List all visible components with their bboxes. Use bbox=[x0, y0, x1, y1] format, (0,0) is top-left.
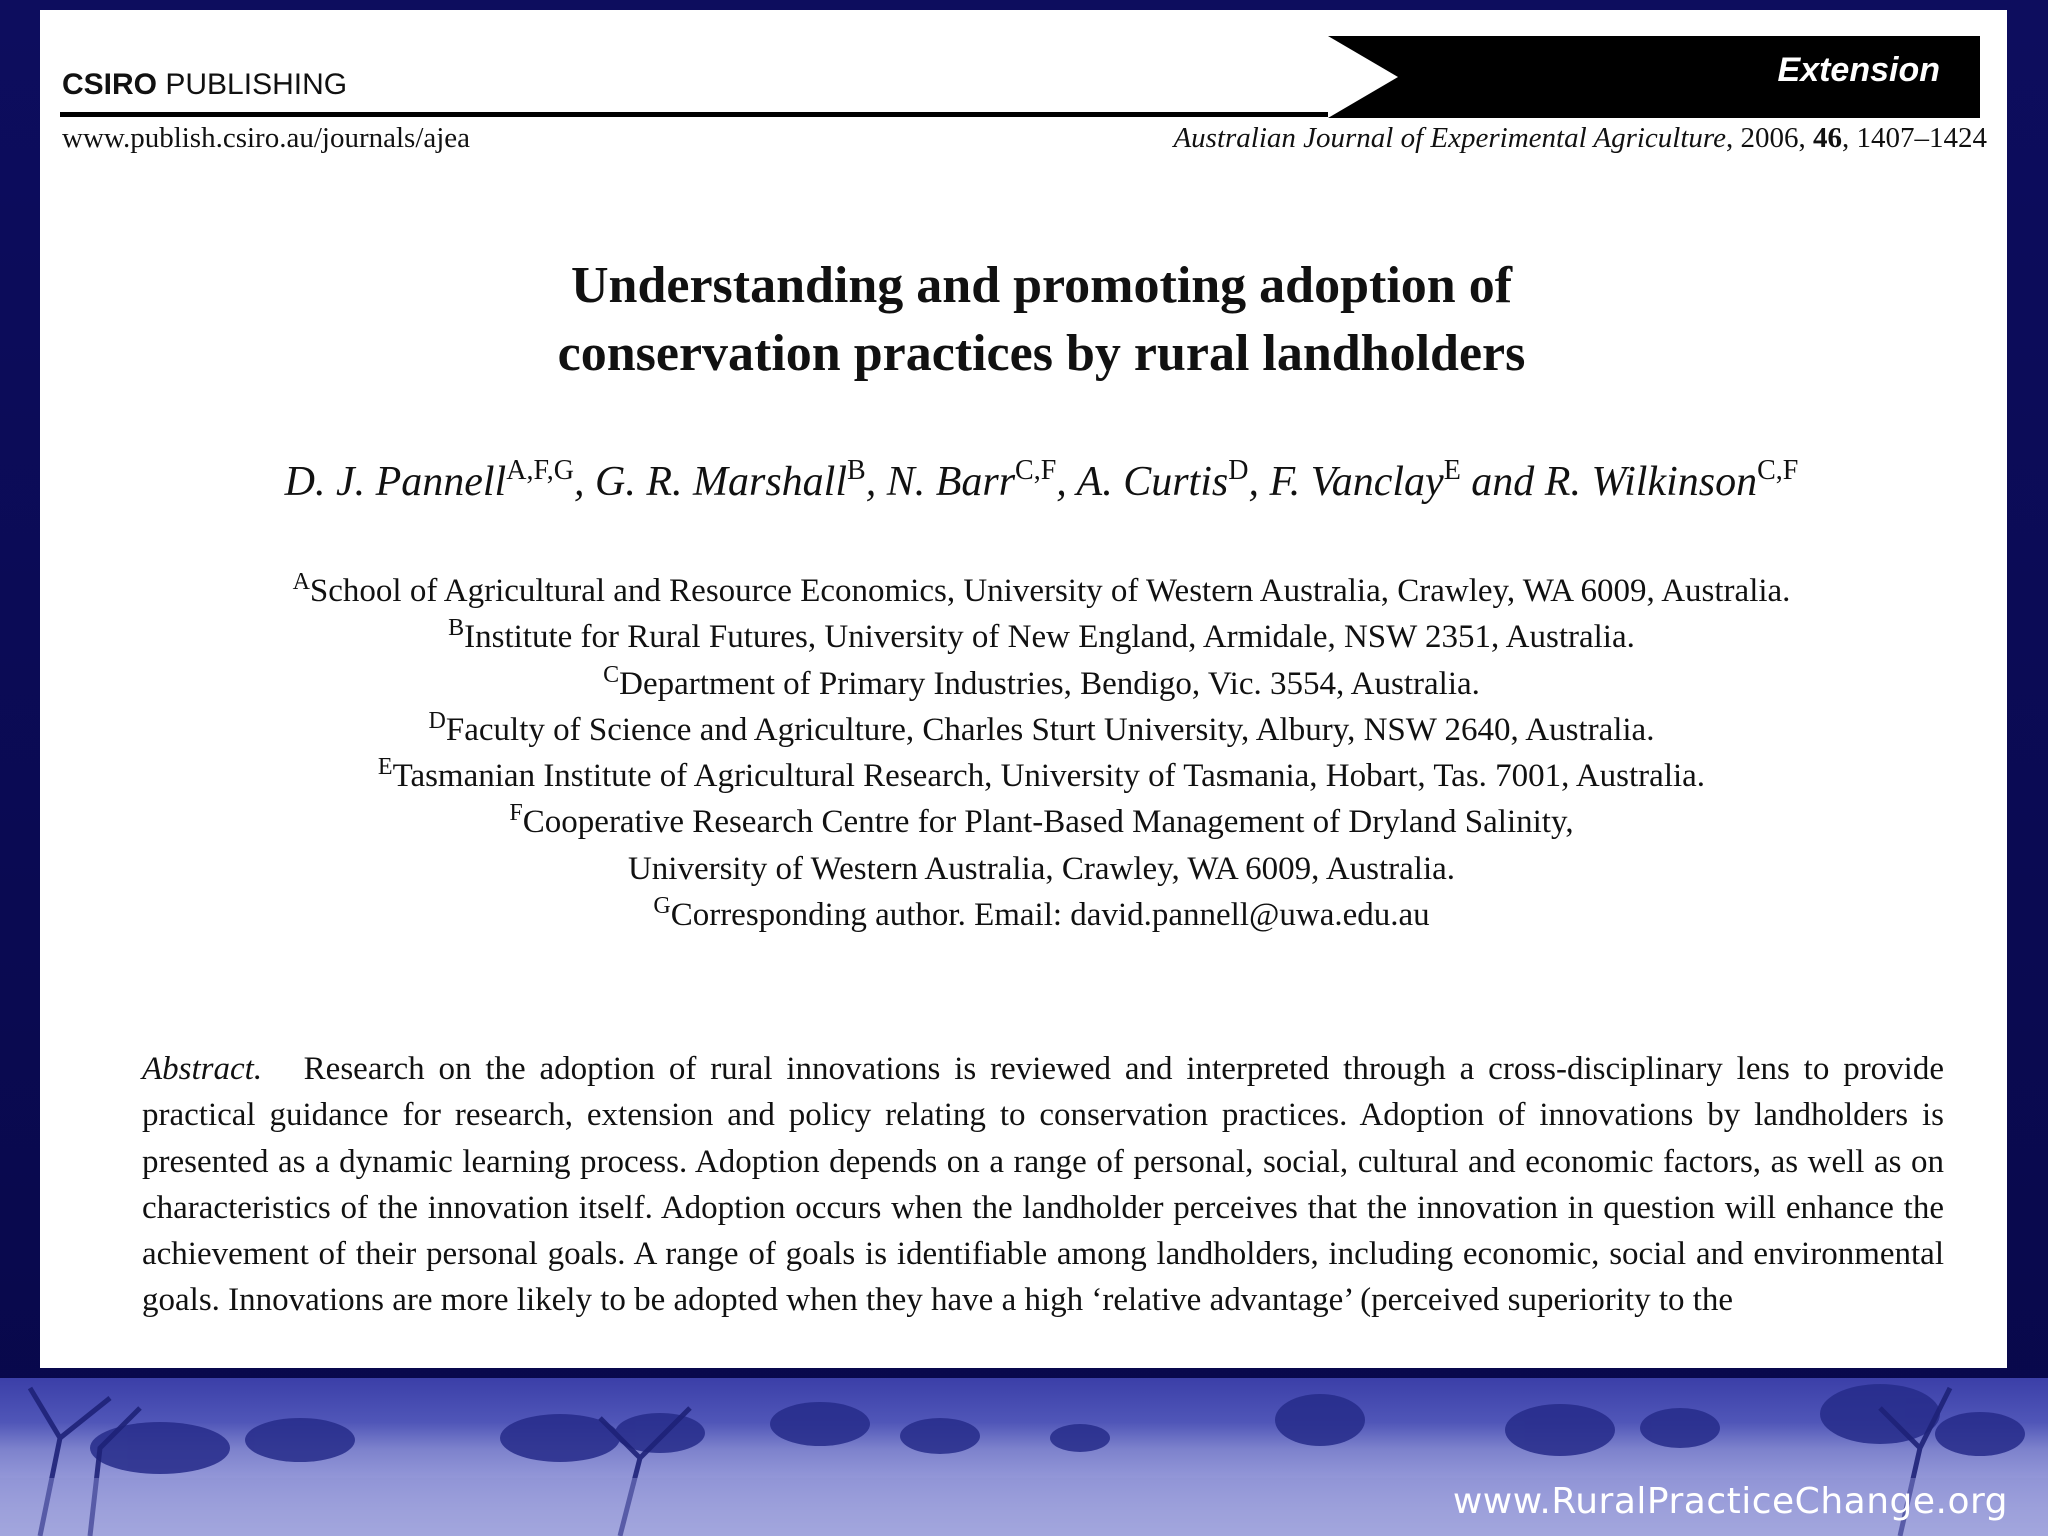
section-label: Extension bbox=[1777, 51, 1940, 89]
journal-url: www.publish.csiro.au/journals/ajea bbox=[62, 122, 471, 154]
affiliation: $^D$Faculty of Science and Agriculture, Charles Sturt University, Albury, NSW 2640, Australia. bbox=[428, 707, 1655, 748]
affiliation: $^G$Corresponding author. Email: david.pannell@uwa.edu.au bbox=[653, 893, 1430, 934]
abstract bbox=[142, 1046, 1944, 1324]
publisher-name: CSIRO PUBLISHING bbox=[62, 68, 348, 101]
paper-title bbox=[40, 252, 2007, 388]
title-line: Understanding and promoting adoption of bbox=[570, 257, 1513, 314]
title-line: conservation practices by rural landholders bbox=[557, 325, 1526, 382]
citation: Australian Journal of Experimental Agriculture, 2006, 46, 1407–1424 bbox=[1173, 122, 1987, 154]
affiliation: $^A$School of Agricultural and Resource Economics, University of Western Australia, Crawley, WA 6009, Australia. bbox=[292, 569, 1791, 609]
paper-page bbox=[40, 10, 2007, 1368]
author: N. Barr$^{C,F}$, bbox=[886, 455, 1077, 505]
abstract-label: Abstract. bbox=[142, 1051, 263, 1087]
website-url[interactable]: www.RuralPracticeChange.org bbox=[1452, 1481, 2008, 1522]
author: R. Wilkinson$^{C,F}$ bbox=[1544, 455, 1799, 505]
landscape-banner bbox=[0, 1378, 2048, 1536]
header-rule bbox=[60, 112, 1328, 117]
affiliation: $^B$Institute for Rural Futures, University of New England, Armidale, NSW 2351, Australia. bbox=[448, 615, 1635, 656]
author: A. Curtis$^D$, bbox=[1076, 455, 1270, 505]
affiliation: University of Western Australia, Crawley, WA 6009, Australia. bbox=[627, 850, 1456, 887]
affiliation-list bbox=[40, 568, 2007, 938]
author: D. J. Pannell$^{A,F,G}$, bbox=[284, 455, 595, 505]
author: F. Vanclay$^E$ and bbox=[1269, 455, 1545, 505]
affiliation: $^C$Department of Primary Industries, Bendigo, Vic. 3554, Australia. bbox=[603, 661, 1480, 702]
affiliation: $^F$Cooperative Research Centre for Plant-Based Management of Dryland Salinity, bbox=[509, 800, 1574, 841]
affiliation: $^E$Tasmanian Institute of Agricultural Research, University of Tasmania, Hobart, Tas. 7001, Australia. bbox=[377, 754, 1706, 795]
author: G. R. Marshall$^B$, bbox=[595, 455, 887, 505]
author-list bbox=[40, 455, 2007, 506]
abstract-text: Research on the adoption of rural innovations is reviewed and interpreted through a cross-disciplinary lens to provide practical guidance for research, extension and policy relating to conservation practices. Adoption of innovations by landholders is presented as a dynamic learning process. Adoption depends on a range of personal, social, cultural and economic factors, as well as on characteristics of the innovation itself. Adoption occurs when the landholder perceives that the innovation in question will enhance the achievement of their personal goals. A range of goals is identifiable among landholders, including economic, social and environmental goals. Innovations are more likely to be adopted when they have a high ‘relative advantage’ (perceived superiority to the bbox=[142, 1051, 1944, 1319]
